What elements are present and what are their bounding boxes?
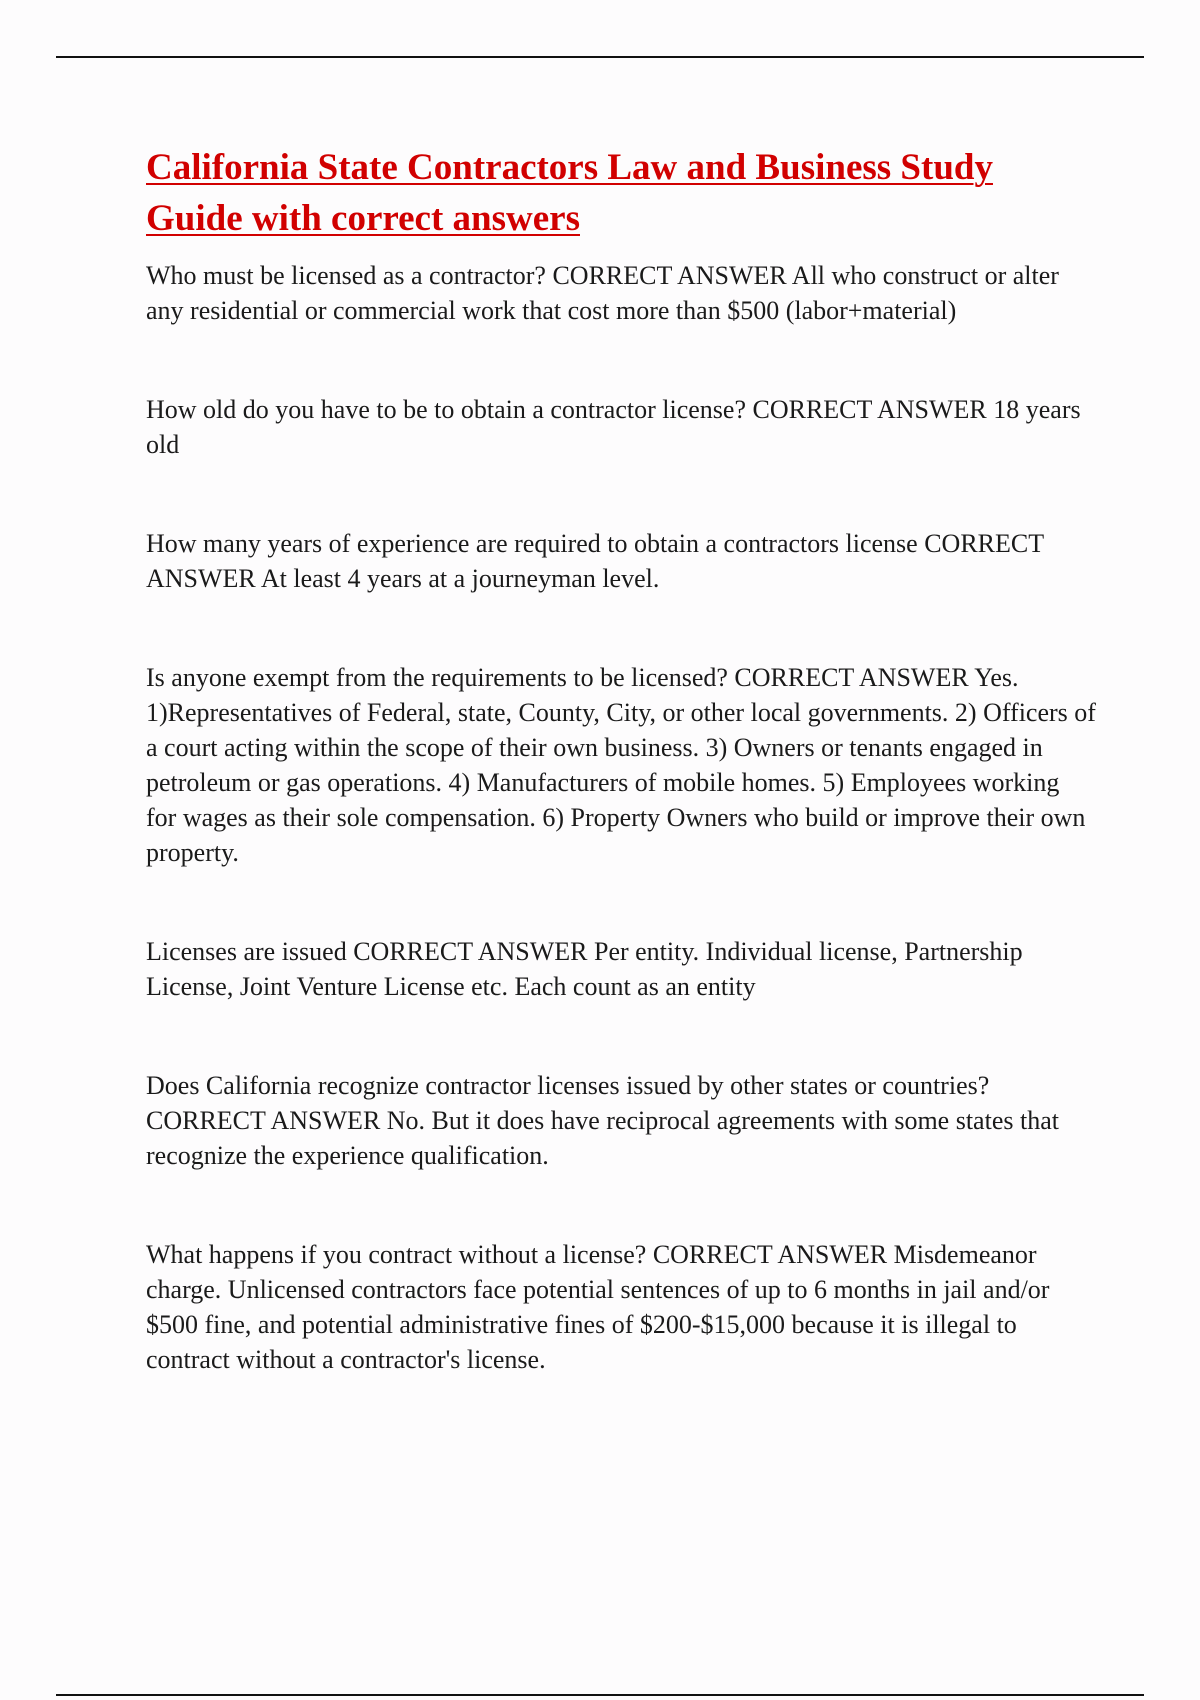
header-rule bbox=[56, 56, 1144, 58]
qa-item-experience: How many years of experience are required to obtain a contractors license CORRECT ANSWER At least 4 years at a journeyman level. bbox=[146, 529, 1044, 593]
document-title: California State Contractors Law and Business Study Guide with correct answers bbox=[146, 147, 993, 239]
qa-item-licenses-issued: Licenses are issued CORRECT ANSWER Per entity. Individual license, Partnership License, Joint Venture License etc. Each count as an entity bbox=[146, 937, 1023, 1001]
qa-item-exemptions: Is anyone exempt from the requirements to be licensed? CORRECT ANSWER Yes. 1)Representatives of Federal, state, County, City, or other local governments. 2) Officers of a court acting within the scope of their own business. 3) Owners or tenants engaged in petroleum or gas operations. 4) Manufacturers of mobile homes. 5) Employees working for wages as their sole compensation. 6) Property Owners who build or improve their own property. bbox=[146, 663, 1096, 867]
document-body bbox=[146, 142, 1096, 1441]
qa-item-licensed: Who must be licensed as a contractor? CORRECT ANSWER All who construct or alter any residential or commercial work that cost more than $500 (labor+material) bbox=[146, 261, 1059, 325]
qa-item-reciprocity: Does California recognize contractor licenses issued by other states or countries? CORRECT ANSWER No. But it does have reciprocal agreements with some states that recognize the experience qualification. bbox=[146, 1071, 1059, 1170]
footer-rule bbox=[56, 1694, 1144, 1696]
qa-item-unlicensed: What happens if you contract without a license? CORRECT ANSWER Misdemeanor charge. Unlicensed contractors face potential sentences of up to 6 months in jail and/or $500 fine, and potential administrative fines of $200-$15,000 because it is illegal to contract without a contractor's license. bbox=[146, 1240, 1050, 1374]
qa-item-age: How old do you have to be to obtain a contractor license? CORRECT ANSWER 18 years old bbox=[146, 395, 1081, 459]
